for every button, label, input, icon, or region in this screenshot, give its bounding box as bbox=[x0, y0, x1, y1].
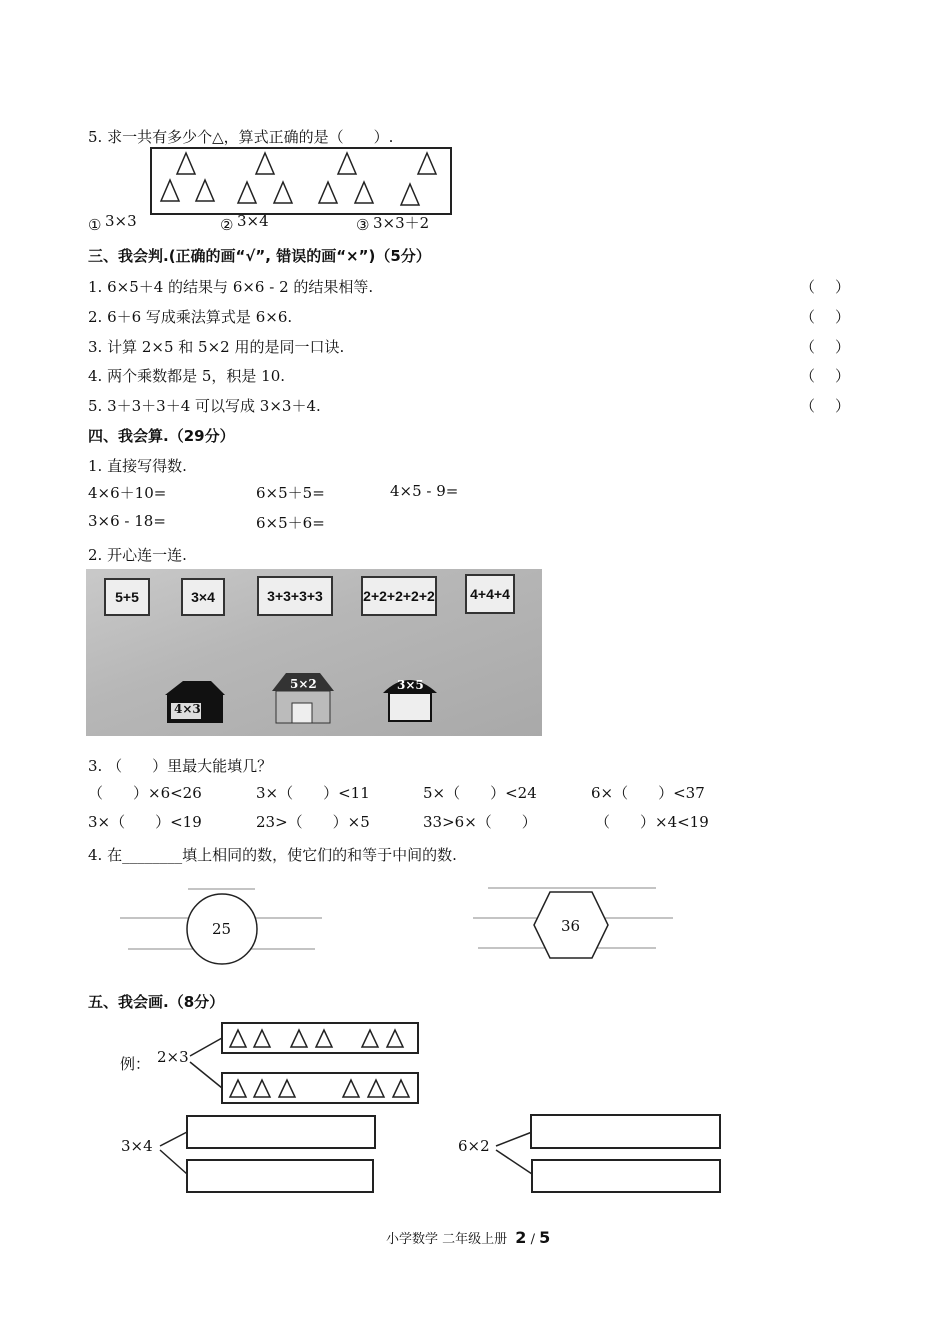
example-label: 例： bbox=[120, 1055, 151, 1073]
card-5[interactable]: 4+4+4 bbox=[465, 574, 515, 614]
answer-paren-3[interactable]: （ ） bbox=[800, 338, 850, 356]
fill-item-3: 5×（ ）<24 bbox=[423, 784, 537, 802]
branch-lines-a bbox=[158, 1112, 188, 1192]
connect-picture bbox=[86, 569, 542, 736]
card-3[interactable]: 3+3+3+3 bbox=[257, 576, 333, 616]
calc-title: 1. 直接写得数. bbox=[88, 457, 187, 475]
page-number: 2 bbox=[515, 1228, 527, 1247]
draw-box-b1[interactable] bbox=[530, 1114, 721, 1149]
calc-item-4: 3×6 - 18= bbox=[88, 512, 166, 530]
connect-title: 2. 开心连一连. bbox=[88, 546, 187, 564]
fill-item-8: （ ）×4<19 bbox=[595, 813, 709, 831]
calc-item-5: 6×5＋6= bbox=[256, 514, 325, 532]
judge-item-4: 4. 两个乘数都是 5，积是 10. bbox=[88, 367, 286, 385]
house-1-icon[interactable] bbox=[161, 677, 229, 725]
fill-item-5: 3×（ ）<19 bbox=[88, 813, 202, 831]
answer-paren-2[interactable]: （ ） bbox=[800, 308, 850, 326]
draw-expr-b: 6×2 bbox=[458, 1137, 490, 1155]
branch-lines-b bbox=[494, 1112, 534, 1192]
house-1-label: 4×3 bbox=[174, 702, 201, 716]
judge-item-1: 1. 6×5＋4 的结果与 6×6 - 2 的结果相等. bbox=[88, 278, 374, 296]
option-1-expr: 3×3 bbox=[105, 212, 137, 230]
triangle-box bbox=[150, 147, 453, 217]
option-2-expr: 3×4 bbox=[237, 212, 269, 230]
fill-item-1: （ ）×6<26 bbox=[88, 784, 202, 802]
page-footer: 小学数学 二年级上册 2 / 5 bbox=[386, 1228, 551, 1247]
draw-box-a1[interactable] bbox=[186, 1115, 376, 1149]
calc-item-3: 4×5 - 9= bbox=[390, 482, 459, 500]
draw-expr-a: 3×4 bbox=[121, 1137, 153, 1155]
section-3-title: 三、我会判.(正确的画“√”, 错误的画“×”)（5分） bbox=[88, 247, 431, 265]
circle-number: 25 bbox=[212, 920, 232, 938]
fill-item-2: 3×（ ）<11 bbox=[256, 784, 370, 802]
fill-item-6: 23>（ ）×5 bbox=[256, 813, 370, 831]
card-4[interactable]: 2+2+2+2+2 bbox=[361, 576, 437, 616]
house-3-label: 3×5 bbox=[397, 678, 424, 692]
card-2[interactable]: 3×4 bbox=[181, 578, 225, 616]
example-expr: 2×3 bbox=[157, 1048, 189, 1066]
judge-item-3: 3. 计算 2×5 和 5×2 用的是同一口诀. bbox=[88, 338, 345, 356]
answer-paren-5[interactable]: （ ） bbox=[800, 397, 850, 415]
fill-max-title: 3. （ ）里最大能填几？ bbox=[88, 757, 273, 775]
judge-item-5: 5. 3＋3＋3＋4 可以写成 3×3＋4. bbox=[88, 397, 321, 415]
sum-title: 4. 在________填上相同的数，使它们的和等于中间的数. bbox=[88, 846, 457, 864]
triangle-icons bbox=[161, 153, 436, 205]
section-5-title: 五、我会画.（8分） bbox=[88, 993, 225, 1011]
section-4-title: 四、我会算.（29分） bbox=[88, 427, 235, 445]
card-1[interactable]: 5+5 bbox=[104, 578, 150, 616]
draw-box-b2[interactable] bbox=[531, 1159, 721, 1193]
answer-paren-4[interactable]: （ ） bbox=[800, 367, 850, 385]
option-3-expr: 3×3＋2 bbox=[373, 214, 430, 232]
judge-item-2: 2. 6＋6 写成乘法算式是 6×6. bbox=[88, 308, 293, 326]
answer-paren-1[interactable]: （ ） bbox=[800, 278, 850, 296]
draw-box-a2[interactable] bbox=[186, 1159, 374, 1193]
fill-item-7: 33>6×（ ） bbox=[423, 813, 537, 831]
house-2-label: 5×2 bbox=[290, 677, 317, 691]
page-total: 5 bbox=[539, 1228, 551, 1247]
option-1-mark: ① bbox=[88, 216, 102, 234]
example-drawing bbox=[186, 1020, 422, 1106]
option-3-mark: ③ bbox=[356, 216, 370, 234]
house-3-icon[interactable] bbox=[381, 667, 439, 725]
question-5: 5. 求一共有多少个△，算式正确的是（ ）. bbox=[88, 128, 394, 146]
fill-item-4: 6×（ ）<37 bbox=[591, 784, 705, 802]
calc-item-1: 4×6＋10= bbox=[88, 484, 167, 502]
calc-item-2: 6×5＋5= bbox=[256, 484, 325, 502]
hexagon-number: 36 bbox=[561, 917, 581, 935]
option-2-mark: ② bbox=[220, 216, 234, 234]
